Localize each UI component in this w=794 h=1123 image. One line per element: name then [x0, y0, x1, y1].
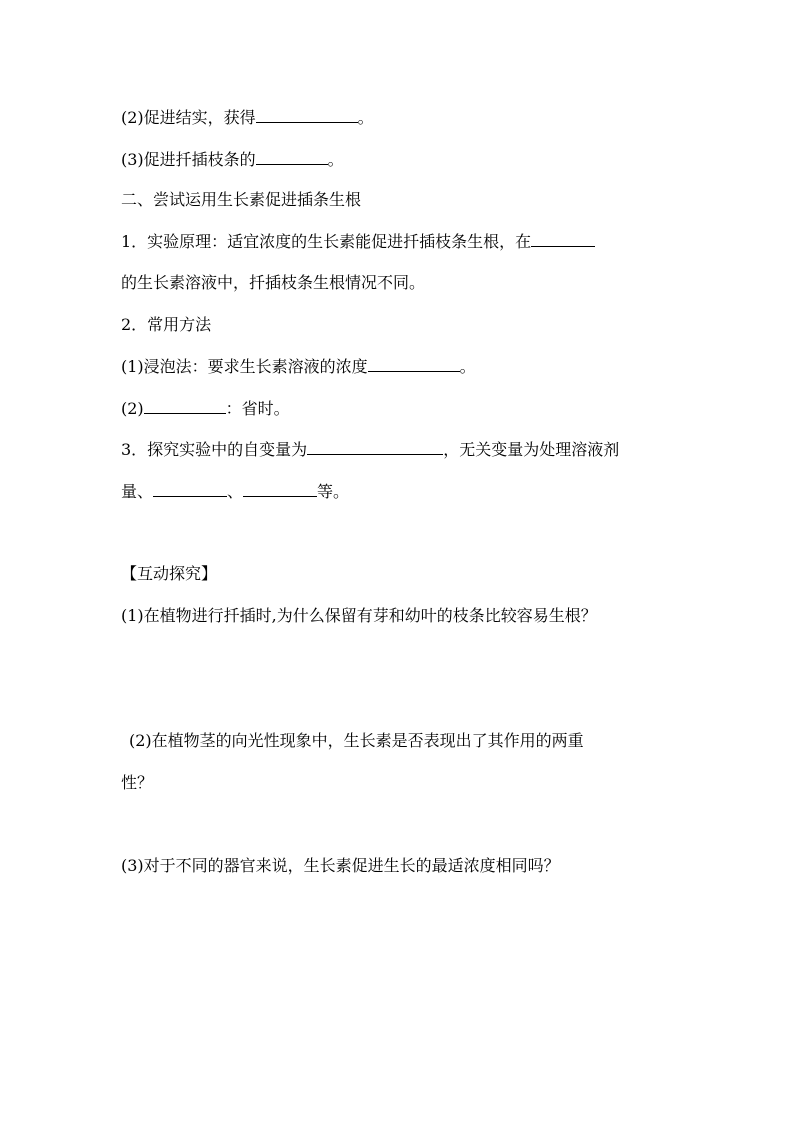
text-line-variables-cont	[121, 480, 349, 503]
text-line-method-2	[121, 397, 290, 420]
fill-blank	[243, 480, 317, 497]
text-line-2-fruit	[121, 106, 374, 129]
fill-blank	[368, 355, 460, 372]
text: 3．探究实验中的自变量为	[121, 440, 308, 459]
text-line-soaking	[121, 355, 476, 378]
text: 1．实验原理：适宜浓度的生长素能促进扦插枝条生根，在	[121, 232, 532, 251]
text: (2)促进结实，获得	[121, 108, 256, 127]
subheading-methods: 2．常用方法	[121, 315, 212, 334]
text: (2)	[121, 399, 144, 418]
text: (1)浸泡法：要求生长素溶液的浓度	[121, 357, 368, 376]
question-3: (3)对于不同的器官来说，生长素促进生长的最适浓度相同吗？	[121, 856, 560, 875]
text: 等。	[317, 482, 350, 501]
text-line-principle	[121, 230, 595, 253]
text: ，无关变量为处理溶液剂	[443, 440, 620, 459]
question-2: (2)在植物茎的向光性现象中，生长素是否表现出了其作用的两重	[129, 731, 584, 750]
question-1: (1)在植物进行扦插时,为什么保留有芽和幼叶的枝条比较容易生根？	[121, 606, 597, 625]
text: 。	[327, 150, 344, 169]
fill-blank	[153, 480, 227, 497]
section-heading-2: 二、尝试运用生长素促进插条生根	[121, 190, 362, 209]
fill-blank	[256, 106, 358, 123]
fill-blank	[256, 148, 328, 165]
text-line-variables	[121, 438, 619, 461]
fill-blank	[307, 438, 443, 455]
text: 。	[459, 357, 476, 376]
text: ：省时。	[225, 399, 290, 418]
section-heading-interactive: 【互动探究】	[121, 564, 218, 583]
text-line-principle-cont: 的生长素溶液中，扦插枝条生根情况不同。	[121, 273, 426, 292]
fill-blank	[531, 230, 595, 247]
fill-blank	[144, 397, 226, 414]
text: 、	[227, 482, 244, 501]
question-2-cont: 性？	[121, 773, 154, 792]
text: 。	[357, 108, 374, 127]
text: 量、	[121, 482, 154, 501]
text: (3)促进扦插枝条的	[121, 150, 256, 169]
text-line-3-cutting	[121, 148, 344, 171]
